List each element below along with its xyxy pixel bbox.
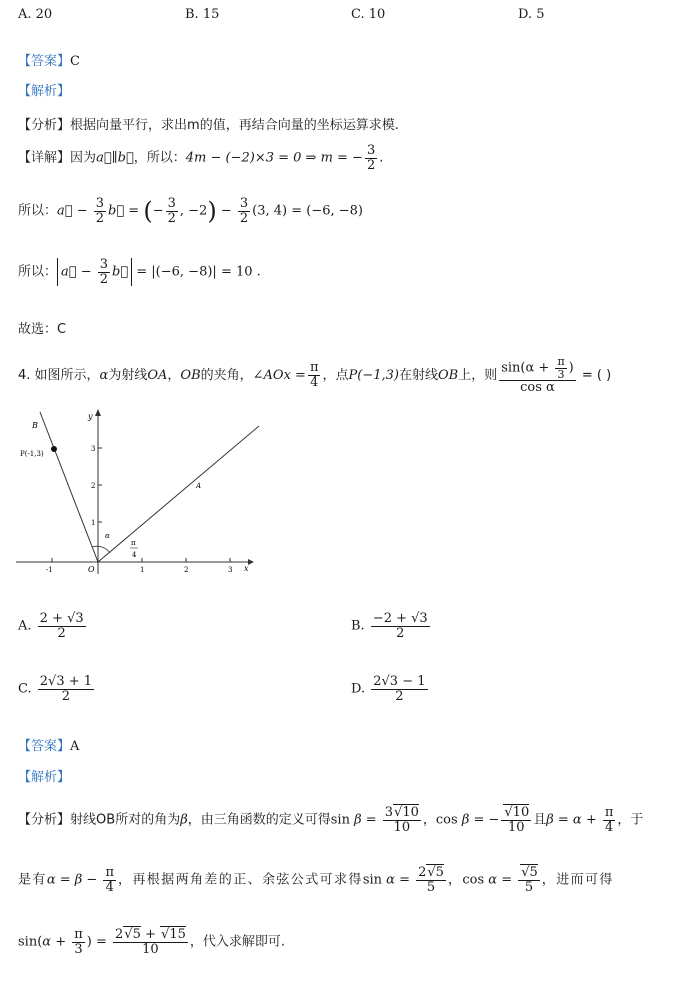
q4-stem-prefix: 4. 如图所示， [18, 367, 100, 383]
label-pi: π [131, 539, 136, 547]
q4-option-d: D. $\frac{2√3 - 1}{2}$ [351, 674, 426, 704]
label-4: 4 [132, 551, 137, 559]
q3-option-b: B. 15 [185, 7, 220, 22]
x-tick-neg1: -1 [46, 566, 53, 574]
y-tick-1: 1 [91, 519, 96, 527]
xiangjie-mid: ，所以： [133, 150, 186, 166]
answer-value-2: A [70, 739, 80, 754]
q4-fenxi-line1: 【分析】射线OB所对的角为β，由三角函数的定义可得sin β = $\frac{3√10}{10}$ ，cos β = − $\frac{√10}{10}$ 且β = α + $\frac{\pi}{4}$ ，于 [18, 805, 644, 835]
answer-value: C [70, 54, 80, 69]
label-y: y [88, 412, 93, 421]
label-A: A [196, 482, 202, 490]
xiangjie-tag: 【详解】 [18, 150, 71, 166]
analysis-tag: 【解析】 [18, 84, 71, 99]
label-alpha: α [105, 532, 110, 540]
q3-answer-line [18, 50, 80, 69]
x-tick-2: 2 [184, 566, 189, 574]
q3-option-d: D. 5 [518, 7, 545, 22]
eq2-rhs: (−6, −8) [306, 203, 363, 219]
y-tick-2: 2 [91, 482, 96, 490]
q4-option-b: B. $\frac{-2 + √3}{2}$ [351, 611, 428, 641]
label-O: O [88, 565, 95, 574]
q3-option-c: C. 10 [351, 7, 386, 22]
suoyi-label-2: 所以： [18, 264, 58, 280]
q3-analysis-line [18, 80, 70, 99]
q3-eq3-line: 所以： a⃗ − $\frac{3}{2}$ b⃗ = |(−6, −8)| = 10 . [18, 257, 261, 287]
q3-fenxi-line [18, 114, 399, 133]
label-x: x [244, 564, 249, 573]
q4-option-c: C. $\frac{2√3 + 1}{2}$ [18, 674, 93, 704]
q3-guxuan: 故选：C [18, 322, 67, 337]
eq2-frac: $\frac{3}{2}$ [95, 196, 105, 226]
q4-analysis-line [18, 766, 70, 785]
fenxi-tag: 【分析】 [18, 118, 71, 133]
q3-option-a: A. 20 [18, 7, 53, 22]
eq2-lhs: a⃗ − [57, 203, 92, 219]
q4-fenxi-line3: sin(α + $\frac{\pi}{3}$ ) = $\frac{2√5 + √15}{10}$ ，代入求解即可. [18, 927, 285, 957]
vector-a-parallel-b: a⃗∥b⃗ [96, 150, 134, 166]
xiangjie-prefix: 因为 [70, 150, 97, 166]
x-tick-1: 1 [140, 566, 145, 574]
eq1-frac: $\frac{3}{2}$ [366, 143, 376, 173]
fenxi-text: 根据向量平行，求出m的值，再结合向量的坐标运算求模. [70, 118, 399, 133]
q3-eq2-line: 所以：a⃗ − $\frac{3}{2}$ b⃗ = (− $\frac{3}{2}$ , −2) − $\frac{3}{2}$ (3, 4) = (−6, −8) [18, 196, 363, 226]
q4-stem-frac: sin(α + $\frac{\pi}{3}$ ) cos α [501, 355, 574, 396]
q4-fenxi-line2: 是有α = β − $\frac{\pi}{4}$ ，再根据两角差的正、余弦公式可求得sin α = $\frac{2√5}{5}$ ，cos α = $\frac{√5}{5}$ ，进而可得 [18, 865, 614, 895]
eq3-abs: a⃗ − $\frac{3}{2}$ b⃗ [57, 258, 132, 286]
q4-coordinate-figure [14, 404, 264, 579]
q4-option-a: A. $\frac{2 + √3}{2}$ [18, 611, 84, 641]
answer-tag-2: 【答案】 [18, 739, 71, 754]
x-tick-3: 3 [228, 566, 233, 574]
y-tick-3: 3 [91, 445, 96, 453]
q4-answer-line [18, 735, 79, 754]
label-B: B [32, 421, 38, 430]
eq1: 4m − (−2)×3 = 0 ⇒ m = − [185, 150, 363, 166]
analysis-tag-2: 【解析】 [18, 770, 71, 785]
q4-paren: ( ) [596, 367, 612, 383]
eq3-rhs: = 10 . [220, 264, 261, 280]
answer-tag: 【答案】 [18, 54, 71, 69]
suoyi-label: 所以： [18, 203, 58, 219]
q3-xiangjie-line: 【详解】因为a⃗∥b⃗，所以：4m − (−2)×3 = 0 ⇒ m = − $\frac{3}{2}$ . [18, 143, 384, 173]
q4-stem: 4. 如图所示，α为射线OA，OB的夹角，∠AOx = $\frac{\pi}{4}$ ，点P(−1,3)在射线OB上，则 sin(α + $\frac{\pi}{3}$ ) cos α = ( ) [18, 355, 612, 396]
label-P: P(-1,3) [20, 450, 44, 458]
